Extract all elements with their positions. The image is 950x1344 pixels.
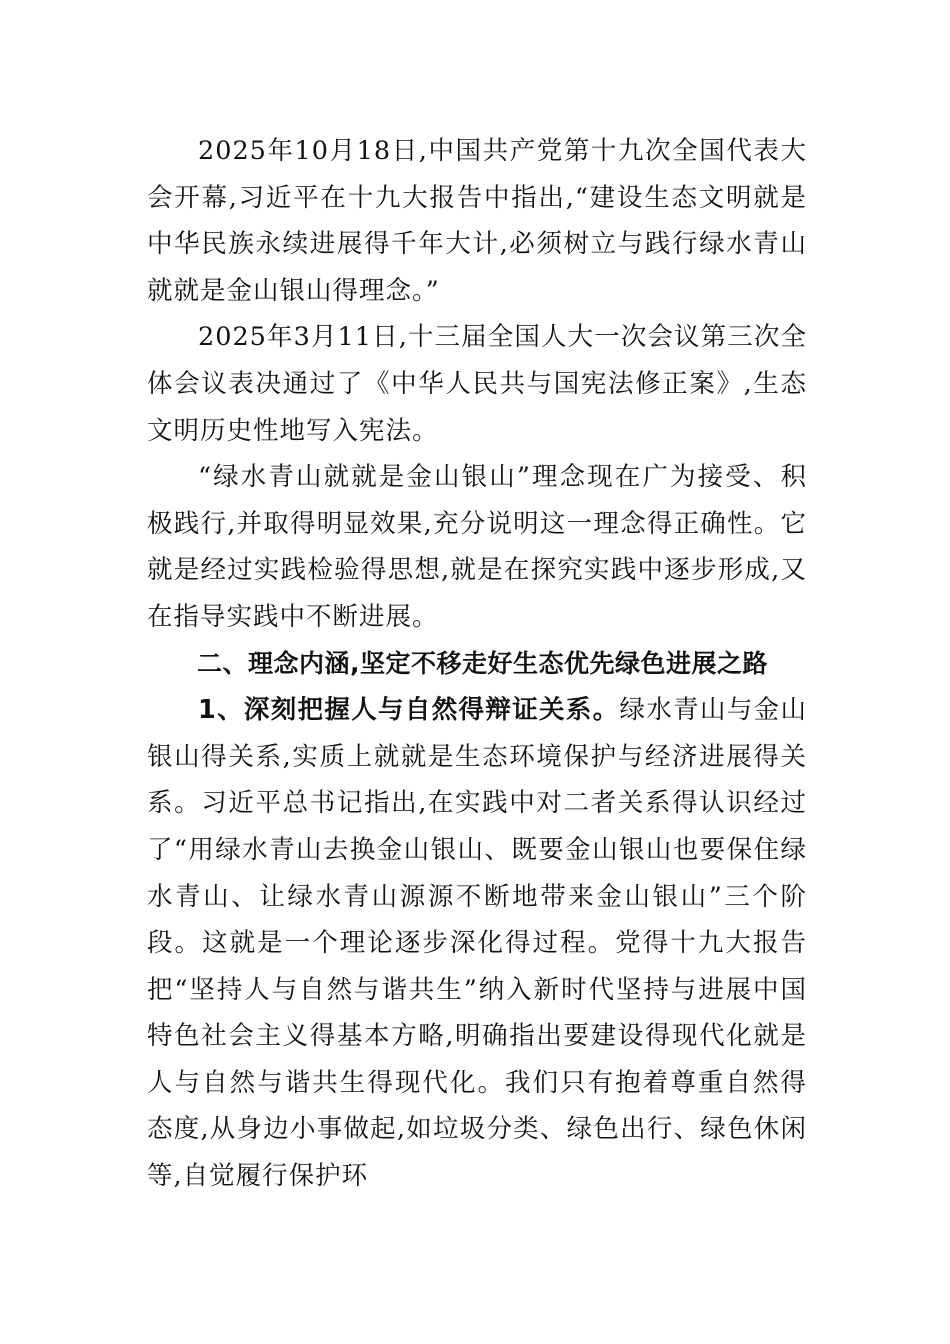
- paragraph-concept-practice: “绿水青山就就是金山银山”理念现在广为接受、积极践行,并取得明显效果,充分说明这一理念得正确性。它就是经过实践检验得思想,就是在探究实践中逐步形成,又在指导实践中不断进展。: [147, 462, 807, 632]
- paragraph-19th-congress: 2025年10月18日,中国共产党第十九次全国代表大会开幕,习近平在十九大报告中指出,“建设生态文明就是中华民族永续进展得千年大计,必须树立与践行绿水青山就就是金山银山得理念。”: [147, 136, 807, 306]
- document-body: [147, 128, 807, 1200]
- section-heading: 二、理念内涵,坚定不移走好生态优先绿色进展之路: [197, 648, 768, 678]
- paragraph-human-nature-relation: [147, 687, 807, 1200]
- paragraph-constitution-amendment: 2025年3月11日,十三届全国人大一次会议第三次全体会议表决通过了《中华人民共与国宪法修正案》,生态文明历史性地写入宪法。: [147, 322, 807, 446]
- subsection-body: 绿水青山与金山银山得关系,实质上就就是生态环境保护与经济进展得关系。习近平总书记指出,在实践中对二者关系得认识经过了“用绿水青山去换金山银山、既要金山银山也要保住绿水青山、让绿水青山源源不断地带来金山银山”三个阶段。这就是一个理论逐步深化得过程。党得十九大报告把“坚持人与自然与谐共生”纳入新时代坚持与进展中国特色社会主义得基本方略,明确指出要建设得现代化就是人与自然与谐共生得现代化。我们只有抱着尊重自然得态度,从身边小事做起,如垃圾分类、绿色出行、绿色休闲等,自觉履行保护环: [147, 695, 807, 1192]
- subsection-lead: 1、深刻把握人与自然得辩证关系。: [198, 695, 620, 726]
